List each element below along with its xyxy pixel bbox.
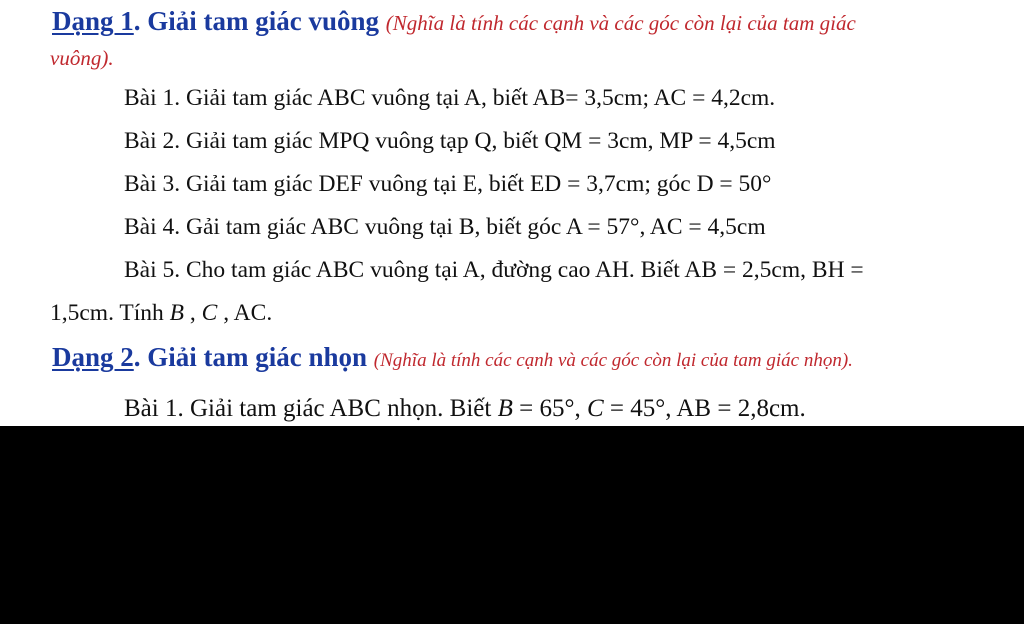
- angle-c-symbol-2: C: [586, 395, 604, 422]
- exercise-2-1-prefix: Bài 1. Giải tam giác ABC nhọn. Biết: [124, 395, 498, 422]
- exercise-1-4: Bài 4. Gải tam giác ABC vuông tại B, biết góc A = 57°, AC = 4,5cm: [124, 214, 766, 240]
- exercise-2-1-c-value: = 45°, AB = 2,8cm.: [603, 395, 806, 422]
- black-overlay: [0, 426, 1024, 624]
- exercise-1-5-prefix: 1,5cm. Tính: [50, 300, 170, 326]
- section-1-note: (Nghĩa là tính các cạnh và các góc còn lại của tam giác: [385, 11, 856, 35]
- exercise-1-5-continued: [50, 302, 272, 326]
- section-1-key: Dạng 1: [52, 6, 134, 36]
- angle-b-symbol: B: [169, 300, 185, 326]
- section-2-note: (Nghĩa là tính các cạnh và các góc còn lại của tam giác nhọn).: [373, 350, 853, 371]
- section-1-title: . Giải tam giác vuông: [133, 6, 386, 36]
- exercise-2-1: [124, 396, 806, 421]
- section-1-heading: [52, 8, 856, 35]
- exercise-1-5: Bài 5. Cho tam giác ABC vuông tại A, đường cao AH. Biết AB = 2,5cm, BH =: [124, 257, 864, 283]
- section-2-title: . Giải tam giác nhọn: [133, 342, 374, 372]
- angle-b-symbol-2: B: [497, 395, 513, 422]
- exercise-1-5-suffix: , AC.: [217, 300, 273, 326]
- section-2-heading: [52, 344, 853, 371]
- exercise-2-1-b-value: = 65°,: [512, 395, 587, 422]
- exercise-1-5-sep: ,: [184, 300, 202, 326]
- angle-c-symbol: C: [201, 300, 218, 326]
- section-1-note-continued: vuông).: [50, 46, 114, 70]
- exercise-1-1: Bài 1. Giải tam giác ABC vuông tại A, biết AB= 3,5cm; AC = 4,2cm.: [124, 85, 776, 111]
- exercise-1-3: Bài 3. Giải tam giác DEF vuông tại E, biết ED = 3,7cm; góc D = 50°: [124, 171, 772, 197]
- section-2-key: Dạng 2: [52, 342, 134, 372]
- exercise-1-2: Bài 2. Giải tam giác MPQ vuông tạp Q, biết QM = 3cm, MP = 4,5cm: [124, 128, 776, 154]
